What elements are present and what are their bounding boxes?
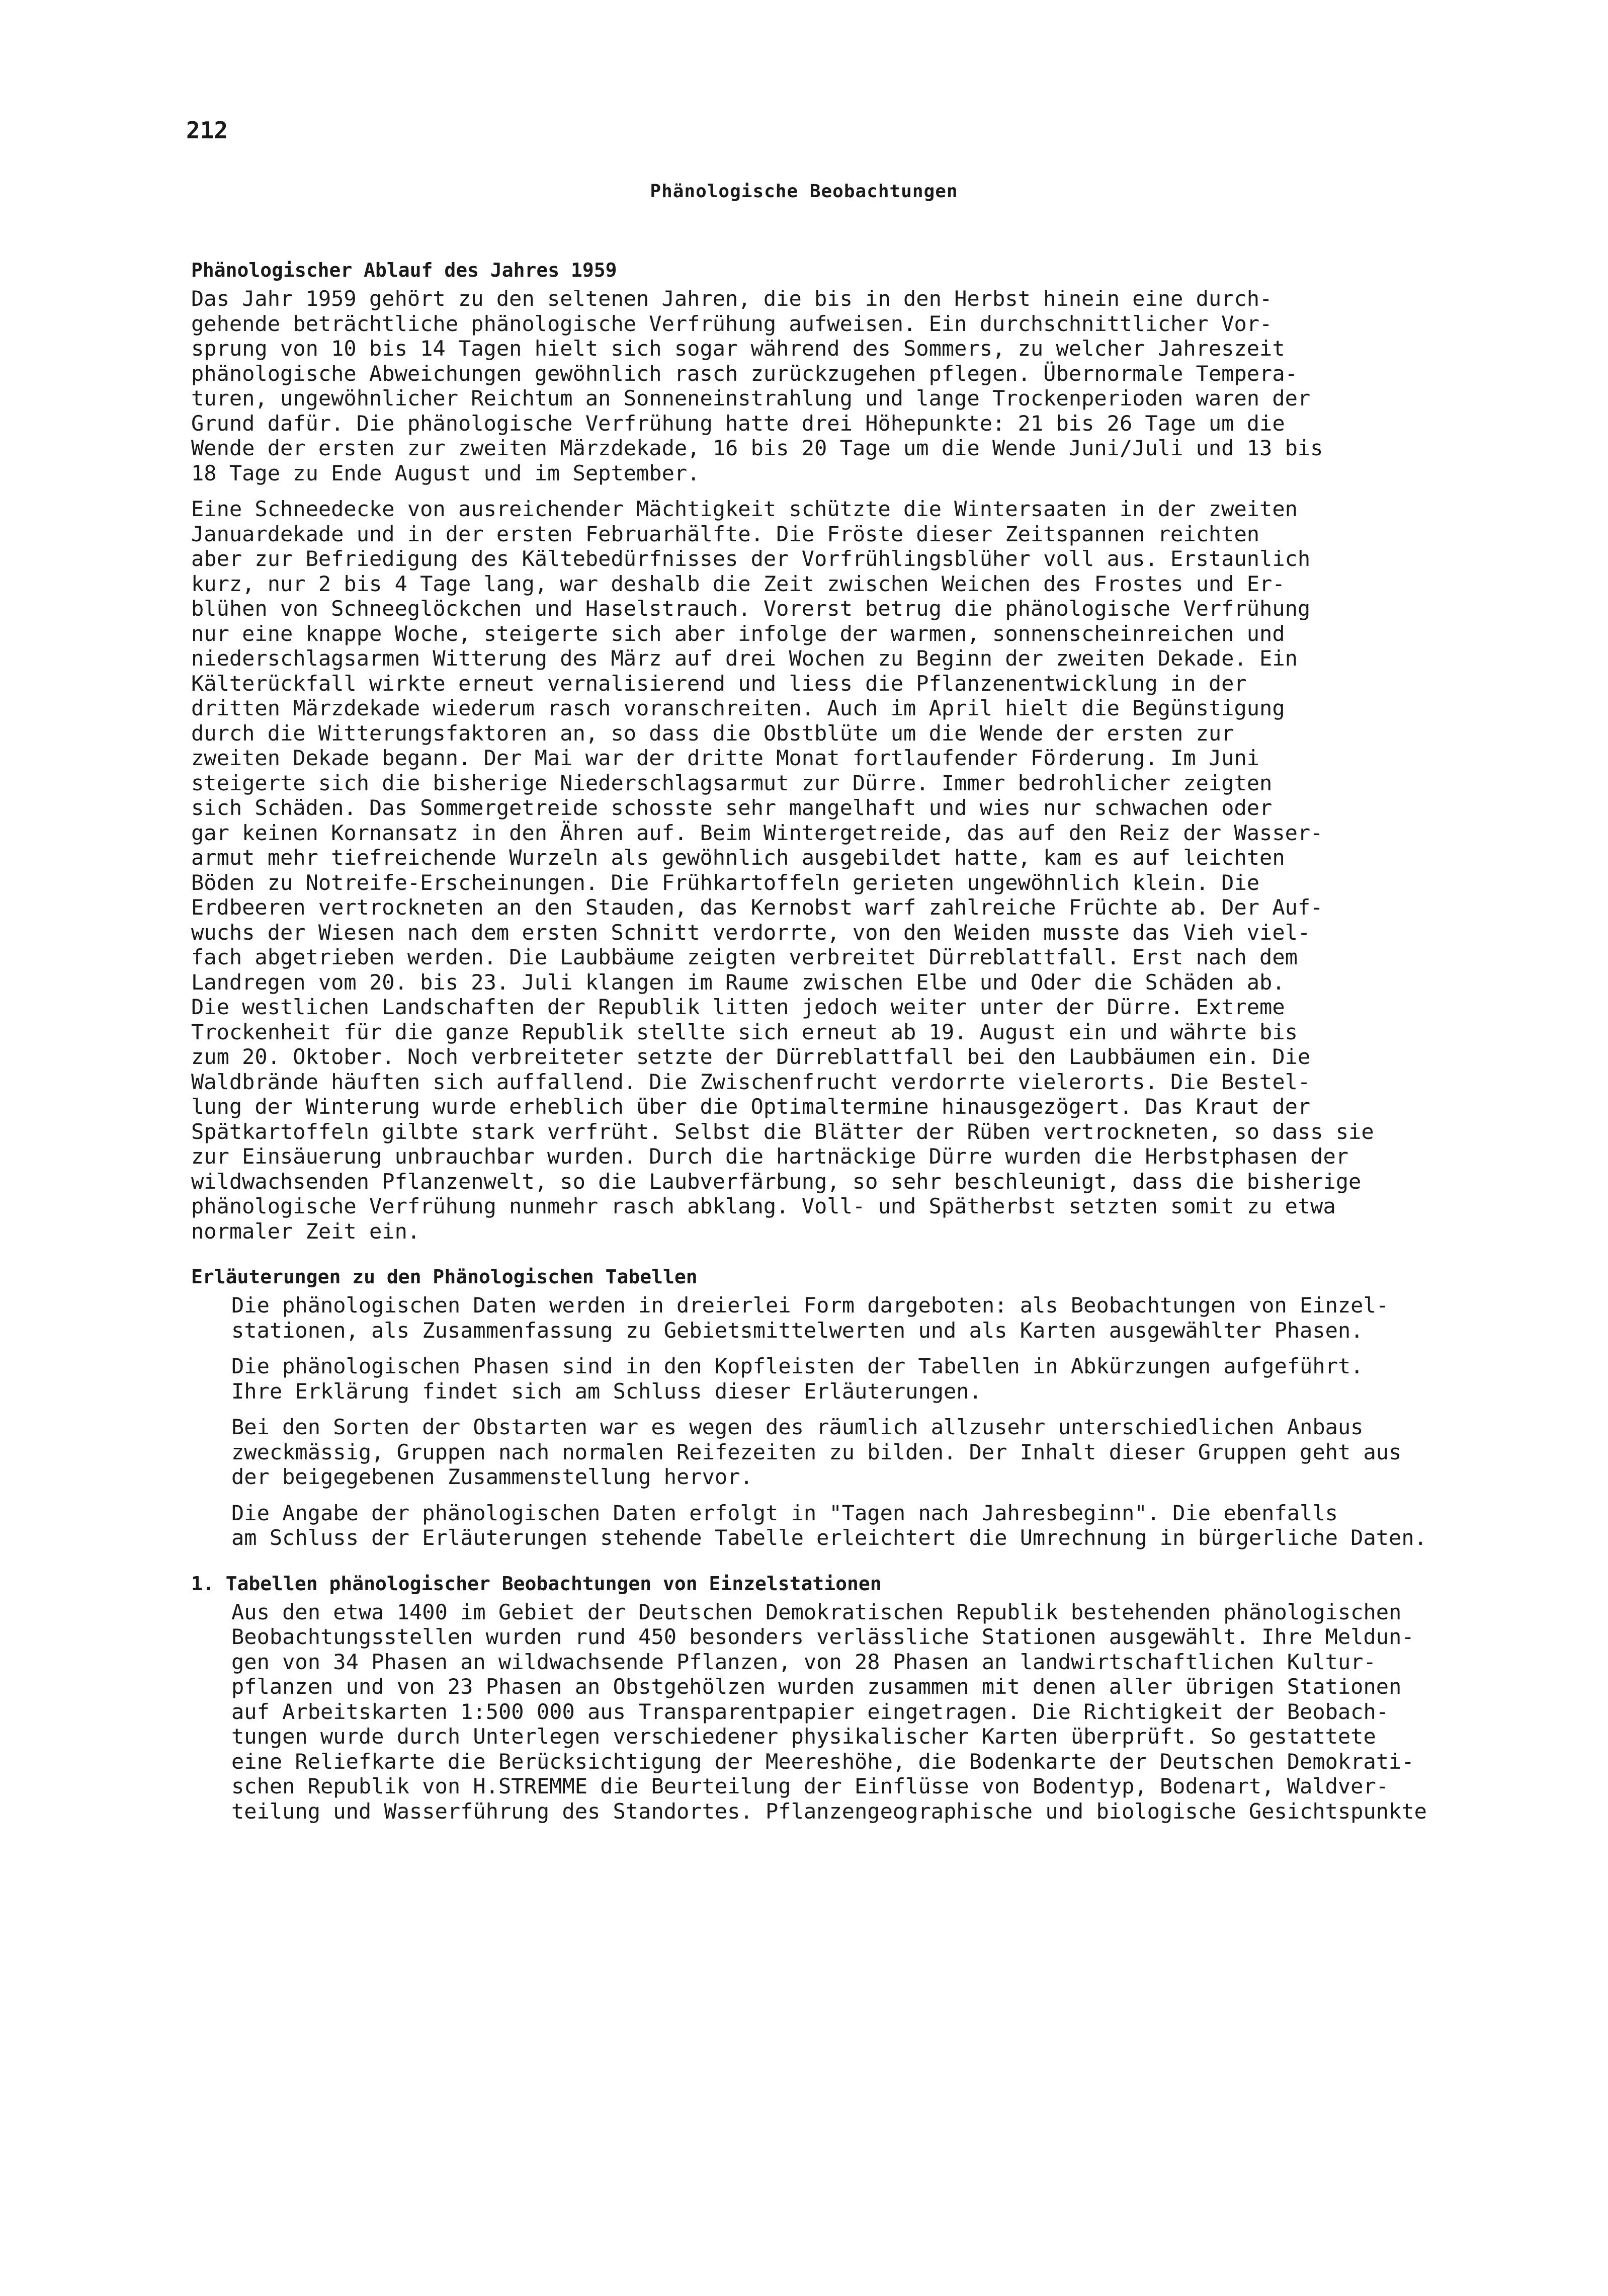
paragraph-ablauf-2: Eine Schneedecke von ausreichender Mächtigkeit schützte die Wintersaaten in der zweiten Januardekade und in der ersten Februarhälfte. Die Fröste dieser Zeitspannen reichten aber zur Befriedigung des Kältebedürfnisses der Vorfrühlingsblüher voll aus. Erstaunlich kurz, nur 2 bis 4 Tage lang, war deshalb die Zeit zwischen Weichen des Frostes und Er- blühen von Schneeglöckchen und Haselstrauch. Vorerst betrug die phänologische Verfrühung nur eine knappe Woche, steigerte sich aber infolge der warmen, sonnenscheinreichen und niederschlagsarmen Witterung des März auf drei Wochen zu Beginn der zweiten Dekade. Ein Kälterückfall wirkte erneut vernalisierend und liess die Pflanzenentwicklung in der dritten Märzdekade wiederum rasch voranschreiten. Auch im April hielt die Begünstigung durch die Witterungsfaktoren an, so dass die Obstblüte um die Wende der ersten zur zweiten Dekade begann. Der Mai war der dritte Monat fortlaufender Förderung. Im Juni steigerte sich die bisherige Niederschlagsarmut zur Dürre. Immer bedrohlicher zeigten sich Schäden. Das Sommergetreide schosste sehr mangelhaft und wies nur schwachen oder gar keinen Kornansatz in den Ähren auf. Beim Wintergetreide, das auf den Reiz der Wasser- armut mehr tiefreichende Wurzeln als gewöhnlich ausgebildet hatte, kam es auf leichten Böden zu Notreife-Erscheinungen. Die Frühkartoffeln gerieten ungewöhnlich klein. Die Erdbeeren vertrockneten an den Stauden, das Kernobst warf zahlreiche Früchte ab. Der Auf- wuchs der Wiesen nach dem ersten Schnitt verdorrte, von den Weiden musste das Vieh viel- fach abgetrieben werden. Die Laubbäume zeigten verbreitet Dürreblattfall. Erst nach dem Landregen vom 20. bis 23. Juli klangen im Raume zwischen Elbe und Oder die Schäden ab. Die westlichen Landschaften der Republik litten jedoch weiter unter der Dürre. Extreme Trockenheit für die ganze Republik stellte sich erneut ab 19. August ein und währte bis zum 20. Oktober. Noch verbreiteter setzte der Dürreblattfall bei den Laubbäumen ein. Die Waldbrände häuften sich auffallend. Die Zwischenfrucht verdorrte vielerorts. Die Bestel- lung der Winterung wurde erheblich über die Optimaltermine hinausgezögert. Das Kraut der Spätkartoffeln gilbte stark verfrüht. Selbst die Blätter der Rüben vertrockneten, so dass sie zur Einsäuerung unbrauchbar wurden. Durch die hartnäckige Dürre wurden die Herbstphasen der wildwachsenden Pflanzenwelt, so die Laubverfärbung, so sehr beschleunigt, dass die bisherige phänologische Verfrühung nunmehr rasch abklang. Voll- und Spätherbst setzten somit zu etwa normaler Zeit ein. — [191, 497, 1374, 1244]
page-number: 212 — [186, 117, 228, 144]
paragraph-erlaeuterungen-2: Die phänologischen Phasen sind in den Kopfleisten der Tabellen in Abkürzungen aufgeführt. Ihre Erklärung findet sich am Schluss dieser Erläuterungen. — [231, 1354, 1364, 1404]
paragraph-erlaeuterungen-1: Die phänologischen Daten werden in dreierlei Form dargeboten: als Beobachtungen von Einzel- stationen, als Zusammenfassung zu Gebietsmittelwerten und als Karten ausgewählter Phasen. — [231, 1293, 1389, 1343]
paragraph-erlaeuterungen-4: Die Angabe der phänologischen Daten erfolgt in "Tagen nach Jahresbeginn". Die ebenfalls am Schluss der Erläuterungen stehende Tabelle erleichtert die Umrechnung in bürgerliche Daten. — [231, 1500, 1427, 1550]
paragraph-ablauf-1: Das Jahr 1959 gehört zu den seltenen Jahren, die bis in den Herbst hinein eine durch- gehende beträchtliche phänologische Verfrühung aufweisen. Ein durchschnittlicher Vor- sprung von 10 bis 14 Tagen hielt sich sogar während des Sommers, zu welcher Jahreszeit phänologische Abweichungen gewöhnlich rasch zurückzugehen pflegen. Übernormale Tempera- turen, ungewöhnlicher Reichtum an Sonneneinstrahlung und lange Trockenperioden waren der Grund dafür. Die phänologische Verfrühung hatte drei Höhepunkte: 21 bis 26 Tage um die Wende der ersten zur zweiten Märzdekade, 16 bis 20 Tage um die Wende Juni/Juli und 13 bis 18 Tage zu Ende August und im September. — [191, 286, 1323, 485]
paragraph-tabellen-1: Aus den etwa 1400 im Gebiet der Deutschen Demokratischen Republik bestehenden phänologischen Beobachtungsstellen wurden rund 450 besonders verlässliche Stationen ausgewählt. Ihre Meldun- gen von 34 Phasen an wildwachsende Pflanzen, von 28 Phasen an landwirtschaftlichen Kultur- pflanzen und von 23 Phasen an Obstgehölzen wurden zusammen mit denen aller übrigen Stationen auf Arbeitskarten 1:500 000 aus Transparentpapier eingetragen. Die Richtigkeit der Beobach- tungen wurde durch Unterlegen verschiedener physikalischer Karten überprüft. So gestattete eine Reliefkarte die Berücksichtigung der Meereshöhe, die Bodenkarte der Deutschen Demokrati- schen Republik von H.STREMME die Beurteilung der Einflüsse von Bodentyp, Bodenart, Waldver- teilung und Wasserführung des Standortes. Pflanzengeographische und biologische Gesichtspunkte — [231, 1599, 1427, 1824]
page-title: Phänologische Beobachtungen — [650, 181, 958, 202]
paragraph-erlaeuterungen-3: Bei den Sorten der Obstarten war es wegen des räumlich allzusehr unterschiedlichen Anbaus zweckmässig, Gruppen nach normalen Reifezeiten zu bilden. Der Inhalt dieser Gruppen geht aus der beigegebenen Zusammenstellung hervor. — [231, 1415, 1402, 1489]
section-heading-tabellen: 1. Tabellen phänologischer Beobachtungen von Einzelstationen — [191, 1572, 882, 1595]
section-heading-ablauf: Phänologischer Ablauf des Jahres 1959 — [191, 259, 617, 281]
body-text — [191, 259, 1479, 1835]
section-heading-erlaeuterungen: Erläuterungen zu den Phänologischen Tabellen — [191, 1266, 698, 1288]
